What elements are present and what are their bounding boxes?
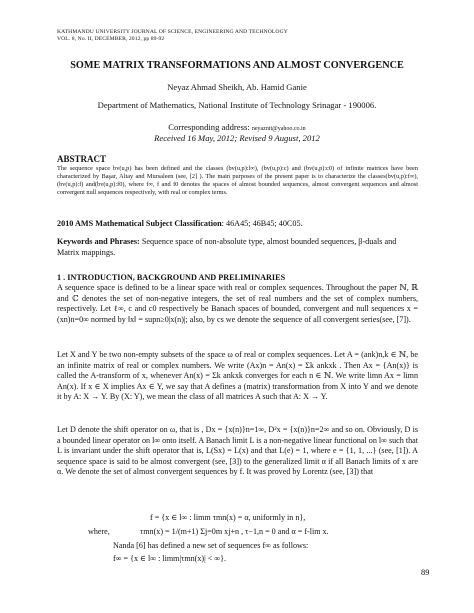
section-heading: 1 . INTRODUCTION, BACKGROUND AND PRELIMINARIES xyxy=(57,273,286,282)
abstract-heading: ABSTRACT xyxy=(57,154,107,164)
corresponding-email: neyaznit@yahoo.co.in xyxy=(251,126,306,132)
msc-classification xyxy=(57,219,303,228)
corresponding-label: Corresponding address: xyxy=(168,122,250,132)
page-number: 89 xyxy=(421,568,430,577)
journal-header-line2: VOL. 8, No. II, DECEMBER, 2012, pp 89-92 xyxy=(57,36,165,42)
intro-paragraph-2: Let X and Y be two non-empty subsets of the space ω of real or complex sequences. Let A = (ank)n,k ∈ ℕ, be an infinite matrix of real or complex numbers. We write (Ax)n = An(x) = Σk ankxk . Then Ax = {An(x)} is called the A-transform of x, whenever An(x) = Σk ankxk converges for each n ∈ ℕ. We write limn Ax = limn An(x). If x ∈ X implies Ax ∈ Y, we say that A defines a (matrix) transformation from X into Y and we denote it by A: X → Y. By (X: Y), we mean the class of all matrices A such that A: X → Y. xyxy=(57,350,418,402)
equation-f: f = {x ∈ l∞ : limm τmn(x) = α, uniformly in n}, xyxy=(150,513,306,522)
equation-f-infinity: f∞ = {x ∈ l∞ : limm|τmn(x)| < ∞}. xyxy=(113,554,227,563)
intro-paragraph-3: Let D denote the shift operator on ω, that is , Dx = {x(n)}n=1∞, D²x = {x(n)}n=2∞ and so on. Obviously, D is a bounded linear operator on l∞ onto itself. A Banach limit L is a non-negative linear functional on l∞ such that L is invariant under the shift operator that is, L(Sx) = L(x) and that L(e) = 1, where e = {1, 1, ...} (see, [1]). A sequence space is said to be almost convergent (see, [3]) to the generalized limit α if all Banach limits of x are α. We denote the set of almost convergent sequences by f. It was proved by Lorentz (see, [3]) that xyxy=(57,425,418,477)
abstract-text: The sequence space bv(u,p) has been defined and the classes (bv(u,p):l∞), (bv(u,p):c) and (bv(u,p):c0) of infinite matrices have been characterized by Başar, Altay and Mursaleen (see, [2] ). The main purposes of the present paper is to characterize the classes(bv(u,p):f∞), (bv(u,p):f) and(bv(u,p):f0), where f∞, f and f0 denotes the spaces of almost bounded sequences, almost convergent sequences and almost convergent null sequences respectively, with real or complex terms. xyxy=(57,165,418,196)
received-dates: Received 16 May, 2012; Revised 9 August, 2012 xyxy=(154,133,320,143)
journal-header-line1: KATHMANDU UNIVERSITY JOURNAL OF SCIENCE, ENGINEERING AND TECHNOLOGY xyxy=(57,29,288,35)
authors: Neyaz Ahmad Sheikh, Ab. Hamid Ganie xyxy=(167,82,307,92)
equation-tau: τmn(x) = 1/(m+1) Σj=0m xj+n , τ−1,n = 0 and α = f-lim x. xyxy=(140,527,329,536)
affiliation: Department of Mathematics, National Institute of Technology Srinagar - 190006. xyxy=(97,100,377,110)
intro-paragraph-1: A sequence space is defined to be a linear space with real or complex sequences. Throughout the paper ℕ, ℝ and ℂ denotes the set of non-negative integers, the set of real numbers and the set of complex numbers, respectively. Let ℓ∞, c and c0 respectively be Banach spaces of bounded, convergent and null sequences x = (xn)n=0∞ normed by ‖x‖ = supn≥0|x(n)|; also, by cs we denote the sequence of all convergent series(see, [7]). xyxy=(57,283,418,324)
msc-codes: : 46A45; 46B45; 40C05. xyxy=(221,219,303,228)
where-label: where, xyxy=(88,527,110,536)
corresponding-address xyxy=(0,122,474,132)
keywords-text: Sequence space of non-absolute type, almost bounded sequences, β-duals and Matrix mappings. xyxy=(57,237,397,257)
nanda-sentence: Nanda [6] has defined a new set of sequences f∞ as follows: xyxy=(113,541,309,550)
keywords-label: Keywords and Phrases: xyxy=(57,237,140,246)
msc-label: 2010 AMS Mathematical Subject Classification xyxy=(57,219,222,228)
paper-title: SOME MATRIX TRANSFORMATIONS AND ALMOST CONVERGENCE xyxy=(70,60,404,71)
keywords xyxy=(57,237,418,258)
